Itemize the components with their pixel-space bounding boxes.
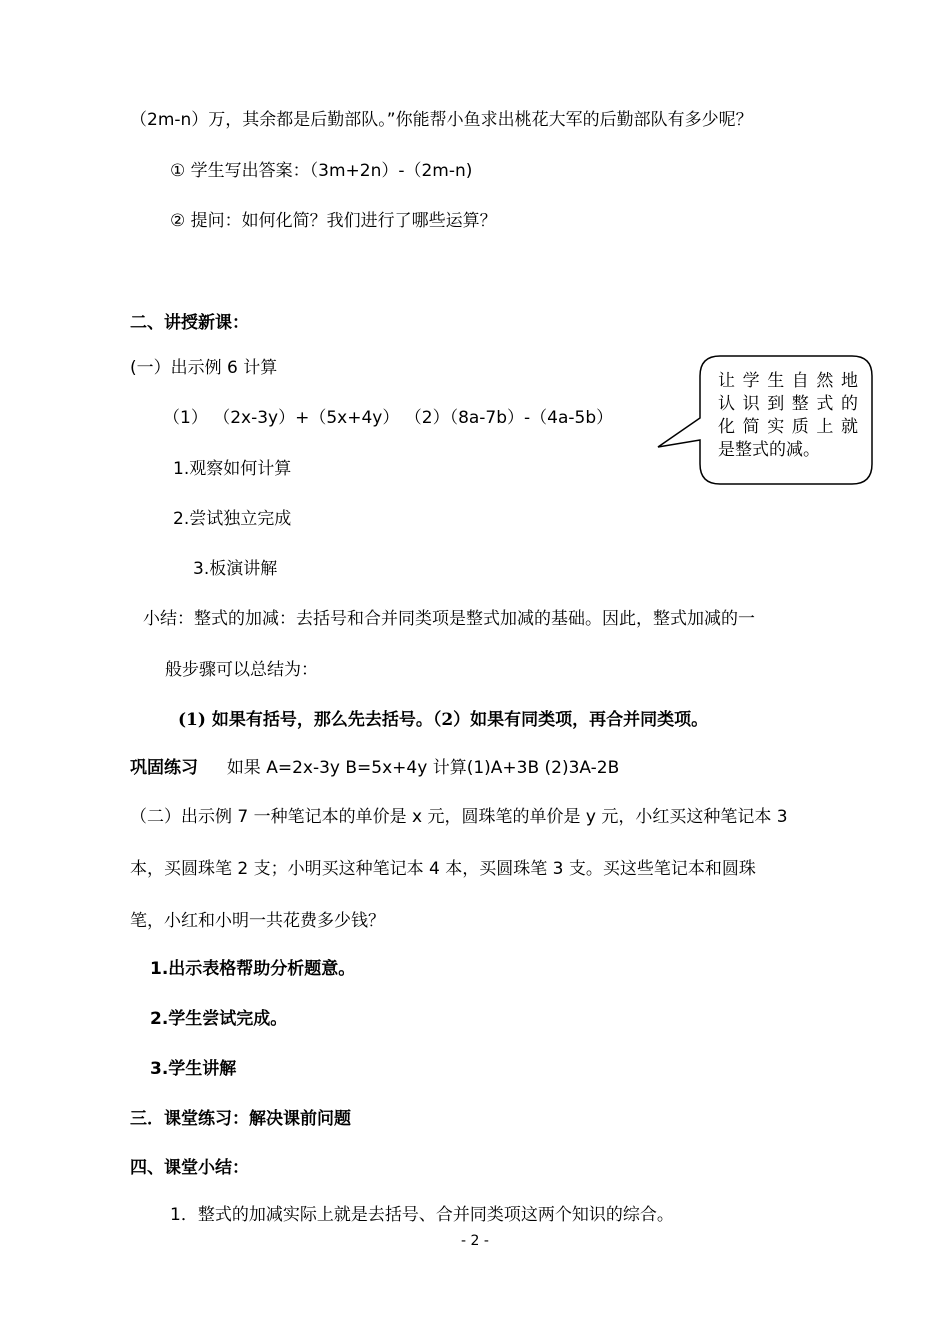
callout-text <box>718 370 858 462</box>
text-line: （二）出示例 7 一种笔记本的单价是 x 元，圆珠笔的单价是 y 元，小红买这种笔记本 3 <box>130 807 788 827</box>
rule-line: (1) 如果有括号，那么先去括号。（2）如果有同类项，再合并同类项。 <box>178 710 709 730</box>
summary-line: 般步骤可以总结为： <box>165 660 318 680</box>
step-line: 3.板演讲解 <box>193 559 278 579</box>
text-line: 笔，小红和小明一共花费多少钱？ <box>130 911 385 931</box>
callout-line: 认识到整式的 <box>718 394 858 414</box>
callout-line: 让学生自然地 <box>718 371 858 391</box>
callout-line: 化简实质上就 <box>718 417 858 437</box>
text-line: （2m-n）万，其余都是后勤部队。”你能帮小鱼求出桃花大军的后勤部队有多少呢？ <box>130 110 753 130</box>
step-line: 2.学生尝试完成。 <box>150 1009 288 1029</box>
practice-label: 巩固练习 <box>130 758 198 778</box>
step-line: 1.观察如何计算 <box>173 459 292 479</box>
section-heading: 三．课堂练习：解决课前问题 <box>130 1109 351 1129</box>
summary-line: 小结：整式的加减：去括号和合并同类项是整式加减的基础。因此，整式加减的一 <box>143 609 755 629</box>
text-line: ① 学生写出答案：（3m+2n）-（2m-n) <box>170 161 473 181</box>
step-line: 1.出示表格帮助分析题意。 <box>150 959 356 979</box>
text-line: 1．整式的加减实际上就是去括号、合并同类项这两个知识的综合。 <box>170 1205 674 1225</box>
step-line: 2.尝试独立完成 <box>173 509 292 529</box>
practice-text: 如果 A=2x-3y B=5x+4y 计算(1)A+3B (2)3A-2B <box>226 758 620 778</box>
text-line: ② 提问：如何化简？我们进行了哪些运算？ <box>170 211 497 231</box>
example-expressions: （1） （2x-3y）+（5x+4y） （2）（8a-7b）-（4a-5b） <box>163 408 614 428</box>
step-line: 3.学生讲解 <box>150 1059 237 1079</box>
callout-line: 是整式的减。 <box>718 440 820 460</box>
text-line: (一）出示例 6 计算 <box>130 358 278 378</box>
section-heading: 二、讲授新课： <box>130 313 249 333</box>
text-line: 本，买圆珠笔 2 支；小明买这种笔记本 4 本，买圆珠笔 3 支。买这些笔记本和圆珠 <box>130 859 756 879</box>
page-number: - 2 - <box>461 1233 489 1249</box>
section-heading: 四、课堂小结： <box>130 1158 249 1178</box>
